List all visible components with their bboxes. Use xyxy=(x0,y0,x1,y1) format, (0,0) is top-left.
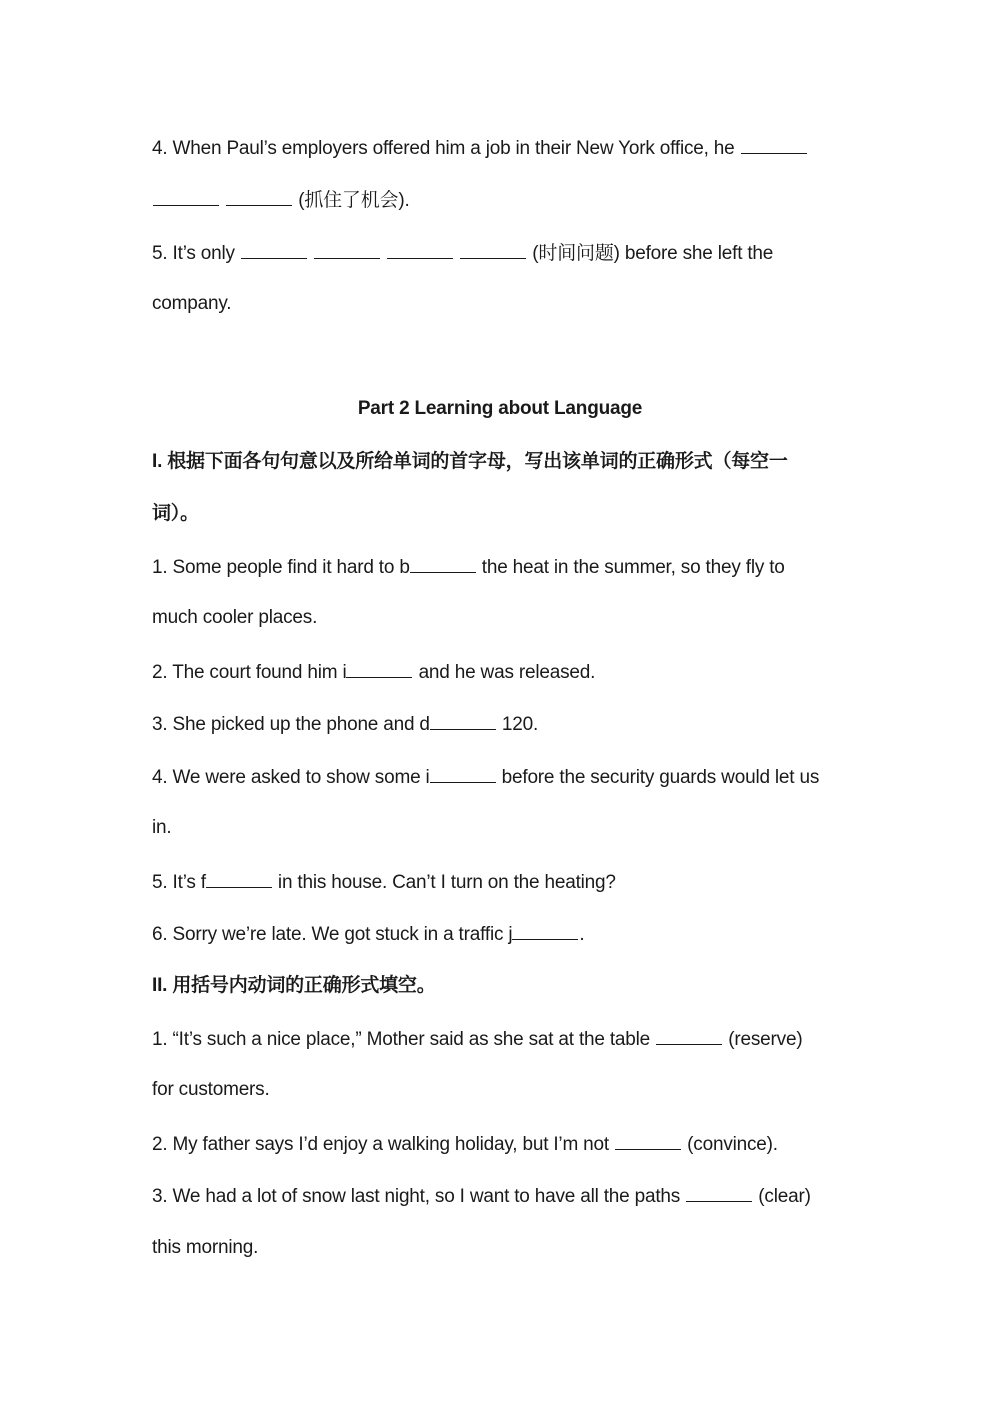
question-s1-1-line1 xyxy=(152,554,785,580)
section1-heading-line2: 词）。 xyxy=(152,503,199,524)
verb-hint: (clear) xyxy=(758,1186,811,1207)
question-s1-2 xyxy=(152,659,595,685)
question-text: The court found him i xyxy=(172,662,347,683)
section2-heading: II. 用括号内动词的正确形式填空。 xyxy=(152,975,436,996)
question-number: 2. xyxy=(152,1134,168,1155)
question-p1-4-line1 xyxy=(152,135,808,161)
question-text: She picked up the phone and d xyxy=(172,714,430,735)
question-text-after: before the security guards would let us xyxy=(496,767,820,788)
verb-hint: (convince). xyxy=(687,1134,778,1155)
section1-heading-line1: I. 根据下面各句句意以及所给单词的首字母，写出该单词的正确形式（每空一 xyxy=(152,451,788,472)
question-text: We were asked to show some i xyxy=(172,767,430,788)
question-text: Sorry we’re late. We got stuck in a traffic j xyxy=(172,924,513,945)
question-number: 5. xyxy=(152,243,168,264)
question-text-after: before she left the xyxy=(624,243,774,264)
question-s1-1-line2: much cooler places. xyxy=(152,607,318,628)
answer-blank[interactable] xyxy=(656,1026,722,1045)
question-text: It’s only xyxy=(172,243,235,264)
question-number: 5. xyxy=(152,872,168,893)
question-s1-6 xyxy=(152,921,584,947)
answer-blank[interactable] xyxy=(615,1131,681,1150)
question-number: 3. xyxy=(152,714,168,735)
chinese-hint: (抓住了机会). xyxy=(298,190,410,211)
question-text-after: and he was released. xyxy=(413,662,596,683)
question-s1-5 xyxy=(152,869,616,895)
question-number: 2. xyxy=(152,662,168,683)
question-text: My father says I’d enjoy a walking holiday, but I’m not xyxy=(172,1134,609,1155)
question-number: 3. xyxy=(152,1186,168,1207)
question-text: We had a lot of snow last night, so I want to have all the paths xyxy=(172,1186,681,1207)
question-number: 6. xyxy=(152,924,168,945)
question-text: It’s f xyxy=(172,872,206,893)
question-text-after: . xyxy=(579,924,585,945)
question-text-after: 120. xyxy=(496,714,539,735)
question-number: 4. xyxy=(152,138,168,159)
question-number: 4. xyxy=(152,767,168,788)
question-text-continued: company. xyxy=(152,293,232,314)
answer-blank[interactable] xyxy=(314,240,380,259)
answer-blank[interactable] xyxy=(410,554,476,573)
question-s2-1-line1 xyxy=(152,1026,802,1052)
answer-blank[interactable] xyxy=(153,187,219,206)
answer-blank[interactable] xyxy=(206,869,272,888)
verb-hint: (reserve) xyxy=(728,1029,803,1050)
answer-blank[interactable] xyxy=(387,240,453,259)
question-s2-3-line1 xyxy=(152,1183,811,1209)
question-p1-5-line2 xyxy=(152,292,231,316)
question-text: Some people find it hard to b xyxy=(172,557,410,578)
question-s1-3 xyxy=(152,711,538,737)
answer-blank[interactable] xyxy=(741,135,807,154)
part2-title: Part 2 Learning about Language xyxy=(357,398,643,419)
answer-blank[interactable] xyxy=(346,659,412,678)
question-text: When Paul’s employers offered him a job in their New York office, he xyxy=(172,138,735,159)
answer-blank[interactable] xyxy=(241,240,307,259)
answer-blank[interactable] xyxy=(460,240,526,259)
question-s1-4-line1 xyxy=(152,764,819,790)
question-s2-3-line2: this morning. xyxy=(152,1237,259,1258)
answer-blank[interactable] xyxy=(512,921,578,940)
question-s1-4-line2: in. xyxy=(152,817,172,838)
answer-blank[interactable] xyxy=(226,187,292,206)
answer-blank[interactable] xyxy=(686,1183,752,1202)
question-p1-4-line2 xyxy=(152,187,410,213)
answer-blank[interactable] xyxy=(430,764,496,783)
chinese-hint: (时间问题) xyxy=(532,243,620,264)
question-s2-1-line2: for customers. xyxy=(152,1079,270,1100)
question-p1-5-line1 xyxy=(152,240,773,266)
question-text: “It’s such a nice place,” Mother said as she sat at the table xyxy=(172,1029,651,1050)
question-text-after: the heat in the summer, so they fly to xyxy=(476,557,785,578)
question-number: 1. xyxy=(152,557,168,578)
question-s2-2 xyxy=(152,1131,778,1157)
question-text-after: in this house. Can’t I turn on the heating? xyxy=(272,872,616,893)
question-number: 1. xyxy=(152,1029,168,1050)
answer-blank[interactable] xyxy=(430,711,496,730)
